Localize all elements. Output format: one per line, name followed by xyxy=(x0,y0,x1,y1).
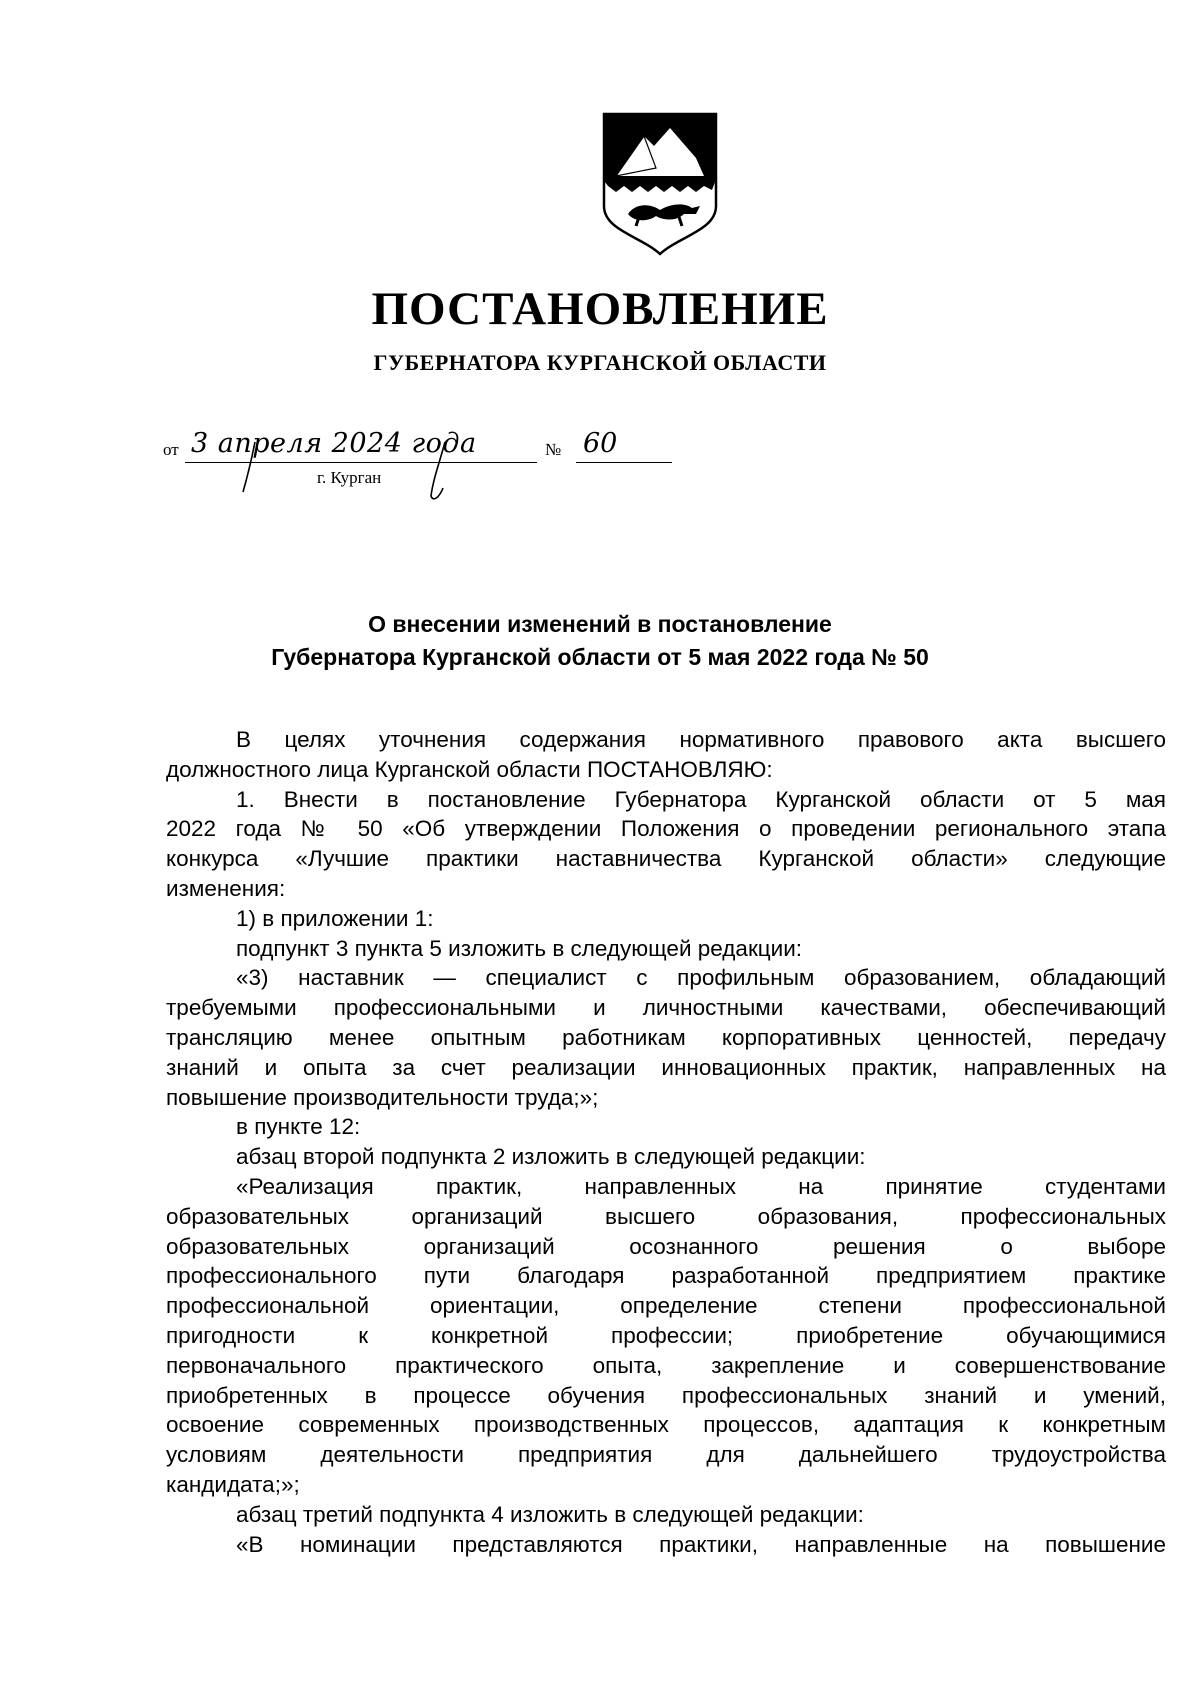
body-line: изменения: xyxy=(166,875,286,901)
body-line: приобретенных в процессе обучения профессиональных знаний и умений, xyxy=(166,1382,1166,1408)
body-line: «Реализация практик, направленных на принятие студентами xyxy=(236,1173,1166,1199)
number-label: № xyxy=(545,440,562,459)
date-number-line xyxy=(163,428,683,508)
body-line: образовательных организаций осознанного решения о выборе xyxy=(166,1233,1166,1259)
handwritten-date: 3 апреля 2024 года xyxy=(191,428,477,459)
body-line: трансляцию менее опытным работникам корпоративных ценностей, передачу xyxy=(166,1024,1166,1050)
body-line: первоначального практического опыта, закрепление и совершенствование xyxy=(166,1352,1166,1378)
body-line: абзац третий подпункта 4 изложить в следующей редакции: xyxy=(236,1501,864,1527)
body-line: требуемыми профессиональными и личностными качествами, обеспечивающий xyxy=(166,995,1166,1021)
body-line: освоение современных производственных процессов, адаптация к конкретным xyxy=(166,1412,1166,1438)
document-heading xyxy=(0,608,1200,674)
handwritten-number: 60 xyxy=(583,428,618,459)
heading-line-1: О внесении изменений в постановление xyxy=(368,611,832,637)
body-line: 1. Внести в постановление Губернатора Курганской области от 5 мая xyxy=(236,786,1166,812)
body-line: В целях уточнения содержания нормативного правового акта высшего xyxy=(236,727,1166,752)
body-line: 2022 года № 50 «Об утверждении Положения о проведении регионального этапа xyxy=(166,816,1166,842)
document-type-title: ПОСТАНОВЛЕНИЕ xyxy=(371,283,829,335)
body-line: повышение производительности труда;»; xyxy=(166,1084,599,1110)
from-label: от xyxy=(163,440,179,459)
body-line: конкурса «Лучшие практики наставничества Курганской области» следующие xyxy=(166,846,1166,872)
body-line: образовательных организаций высшего образования, профессиональных xyxy=(166,1203,1166,1229)
body-line: 1) в приложении 1: xyxy=(236,905,434,931)
body-line: «В номинации представляются практики, направленные на повышение xyxy=(236,1531,1166,1557)
body-line: пригодности к конкретной профессии; приобретение обучающимися xyxy=(166,1322,1166,1348)
handwriting-strokes xyxy=(163,428,683,508)
issuer-subtitle: ГУБЕРНАТОРА КУРГАНСКОЙ ОБЛАСТИ xyxy=(373,350,827,375)
body-line: должностного лица Курганской области ПОСТАНОВЛЯЮ: xyxy=(166,756,773,782)
body-line: в пункте 12: xyxy=(236,1114,361,1140)
body-line: профессиональной ориентации, определение степени профессиональной xyxy=(166,1293,1166,1319)
body-line: абзац второй подпункта 2 изложить в следующей редакции: xyxy=(236,1144,866,1170)
document-body xyxy=(166,725,1166,1559)
body-line: знаний и опыта за счет реализации инновационных практик, направленных на xyxy=(166,1054,1166,1080)
body-line: «3) наставник — специалист с профильным образованием, обладающий xyxy=(236,965,1166,991)
body-line: подпункт 3 пункта 5 изложить в следующей редакции: xyxy=(236,935,803,961)
body-line: профессионального пути благодаря разработанной предприятием практике xyxy=(166,1263,1166,1289)
city-label: г. Курган xyxy=(317,468,382,487)
heading-line-2: Губернатора Курганской области от 5 мая 2022 года № 50 xyxy=(271,644,929,670)
body-line: условиям деятельности предприятия для дальнейшего трудоустройства xyxy=(166,1442,1166,1468)
body-line: кандидата;»; xyxy=(166,1471,300,1497)
coat-of-arms-emblem xyxy=(600,110,720,258)
